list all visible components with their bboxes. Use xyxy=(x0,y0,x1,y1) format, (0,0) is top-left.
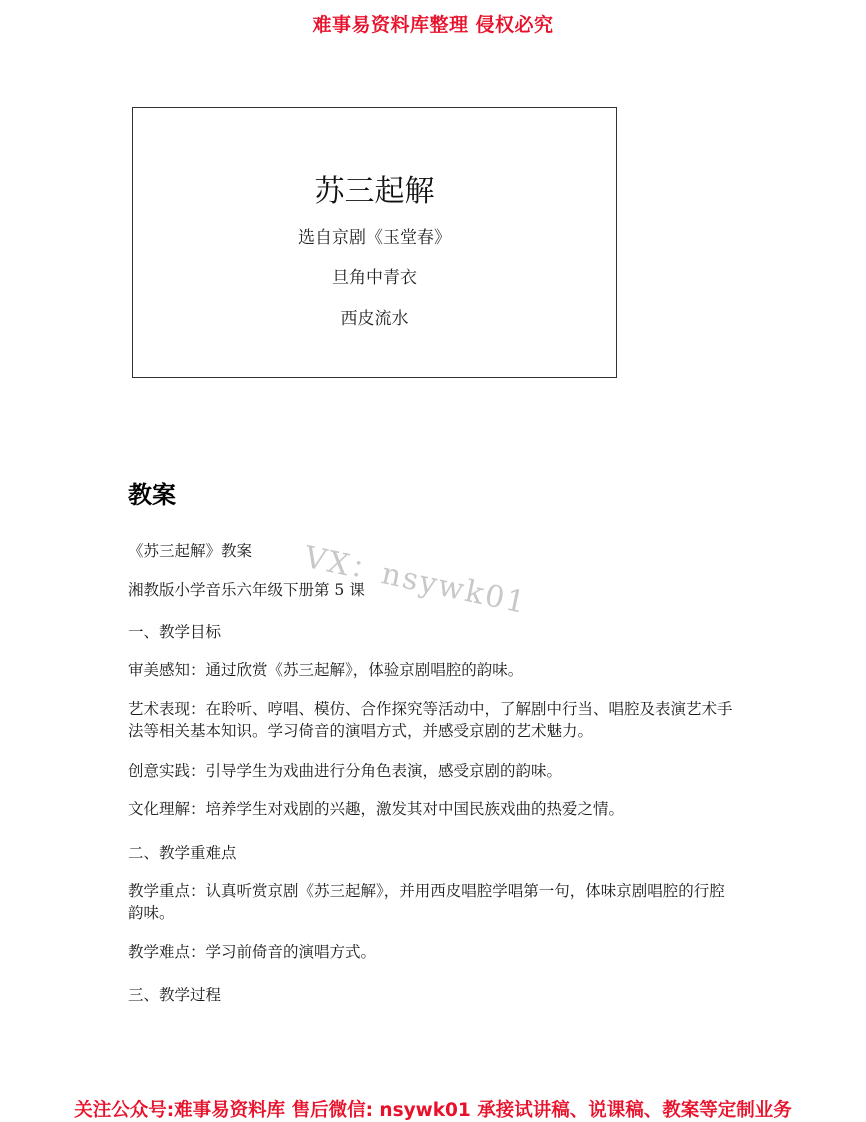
textbook-info: 湘教版小学音乐六年级下册第 5 课 xyxy=(128,581,365,599)
difficult-point: 教学难点：学习前倚音的演唱方式。 xyxy=(128,943,377,961)
subheading-goals: 一、教学目标 xyxy=(128,623,222,641)
goal-culture: 文化理解：培养学生对戏剧的兴趣，激发其对中国民族戏曲的热爱之情。 xyxy=(128,800,625,818)
song-source: 选自京剧《玉堂春》 xyxy=(298,228,451,248)
section-heading: 教案 xyxy=(128,481,176,509)
bottom-banner: 关注公众号:难事易资料库 售后微信: nsywk01 承接试讲稿、说课稿、教案等定制业务 xyxy=(74,1100,792,1121)
title-box xyxy=(132,107,617,378)
top-banner: 难事易资料库整理 侵权必究 xyxy=(312,14,554,36)
goal-aesthetic: 审美感知：通过欣赏《苏三起解》，体验京剧唱腔的韵味。 xyxy=(128,661,524,679)
watermark: VX：nsywk01 xyxy=(301,539,531,622)
goal-performance: 艺术表现：在聆听、哼唱、模仿、合作探究等活动中，了解剧中行当、唱腔及表演艺术手法等相关基本知识。学习倚音的演唱方式，并感受京剧的艺术魅力。 xyxy=(128,700,733,740)
lesson-title: 《苏三起解》教案 xyxy=(128,542,253,560)
song-melody: 西皮流水 xyxy=(340,309,409,329)
goal-creative: 创意实践：引导学生为戏曲进行分角色表演，感受京剧的韵味。 xyxy=(128,762,563,780)
song-title: 苏三起解 xyxy=(314,174,435,209)
key-point: 教学重点：认真听赏京剧《苏三起解》，并用西皮唱腔学唱第一句，体味京剧唱腔的行腔韵味。 xyxy=(128,882,725,922)
song-role: 旦角中青衣 xyxy=(332,268,417,288)
subheading-process: 三、教学过程 xyxy=(128,986,222,1004)
subheading-key-points: 二、教学重难点 xyxy=(128,844,237,862)
